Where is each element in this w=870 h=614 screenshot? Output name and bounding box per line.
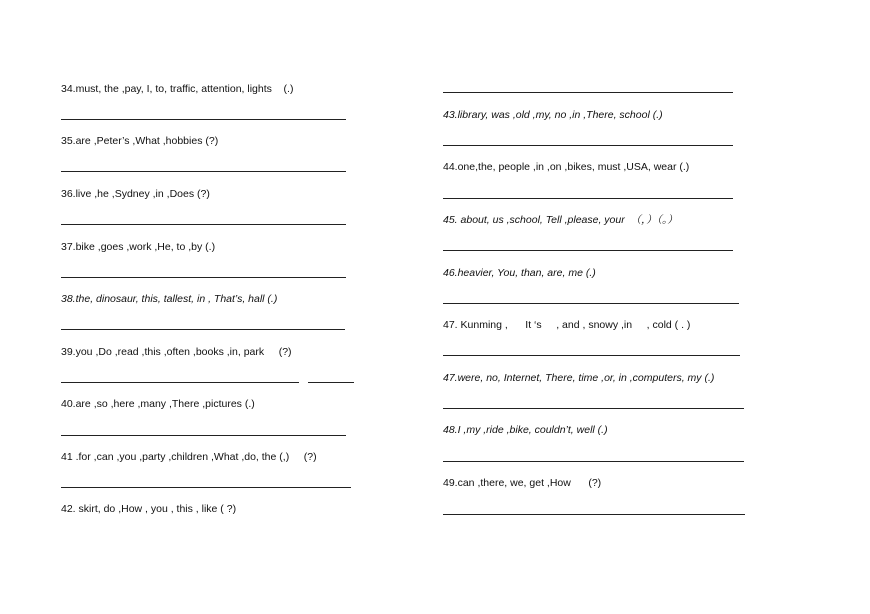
question-39: 39.you ,Do ,read ,this ,often ,books ,in, park (?) <box>61 346 292 358</box>
question-43: 43.library, was ,old ,my, no ,in ,There, school (.) <box>443 109 663 121</box>
question-49: 49.can ,there, we, get ,How (?) <box>443 477 602 489</box>
question-47a: 47. Kunming , It ‘s , and , snowy ,in , cold ( . ) <box>443 319 691 331</box>
answer-line-46[interactable] <box>443 303 739 304</box>
question-38: 38.the, dinosaur, this, tallest, in , That’s, hall (.) <box>61 293 278 305</box>
answer-line-35[interactable] <box>61 171 346 172</box>
answer-line-38[interactable] <box>61 329 345 330</box>
answer-line-36[interactable] <box>61 224 346 225</box>
answer-line-45[interactable] <box>443 250 733 251</box>
answer-line-39a[interactable] <box>61 382 299 383</box>
question-47b: 47.were, no, Internet, There, time ,or, in ,computers, my (.) <box>443 372 715 384</box>
answer-line-40[interactable] <box>61 435 346 436</box>
question-41: 41 .for ,can ,you ,party ,children ,What ,do, the (,) (?) <box>61 451 317 463</box>
answer-line-34[interactable] <box>61 119 346 120</box>
question-37: 37.bike ,goes ,work ,He, to ,by (.) <box>61 241 216 253</box>
answer-line-39b[interactable] <box>308 382 354 383</box>
answer-line-47b[interactable] <box>443 408 744 409</box>
answer-line-42[interactable] <box>443 92 733 93</box>
answer-line-43[interactable] <box>443 145 733 146</box>
question-44: 44.one,the, people ,in ,on ,bikes, must ,USA, wear (.) <box>443 161 690 173</box>
question-46: 46.heavier, You, than, are, me (.) <box>443 267 596 279</box>
question-35: 35.are ,Peter’s ,What ,hobbies (?) <box>61 135 219 147</box>
answer-line-37[interactable] <box>61 277 346 278</box>
answer-line-41[interactable] <box>61 487 351 488</box>
answer-line-44[interactable] <box>443 198 733 199</box>
question-34: 34.must, the ,pay, I, to, traffic, attention, lights (.) <box>61 83 294 95</box>
answer-line-48[interactable] <box>443 461 744 462</box>
question-42: 42. skirt, do ,How , you , this , like ( ?) <box>61 503 237 515</box>
answer-line-49[interactable] <box>443 514 745 515</box>
answer-line-47a[interactable] <box>443 355 740 356</box>
question-45: 45. about, us ,school, Tell ,please, your （，）（。） <box>443 214 678 226</box>
question-36: 36.live ,he ,Sydney ,in ,Does (?) <box>61 188 210 200</box>
question-40: 40.are ,so ,here ,many ,There ,pictures (.) <box>61 398 255 410</box>
question-48: 48.I ,my ,ride ,bike, couldn’t, well (.) <box>443 424 608 436</box>
